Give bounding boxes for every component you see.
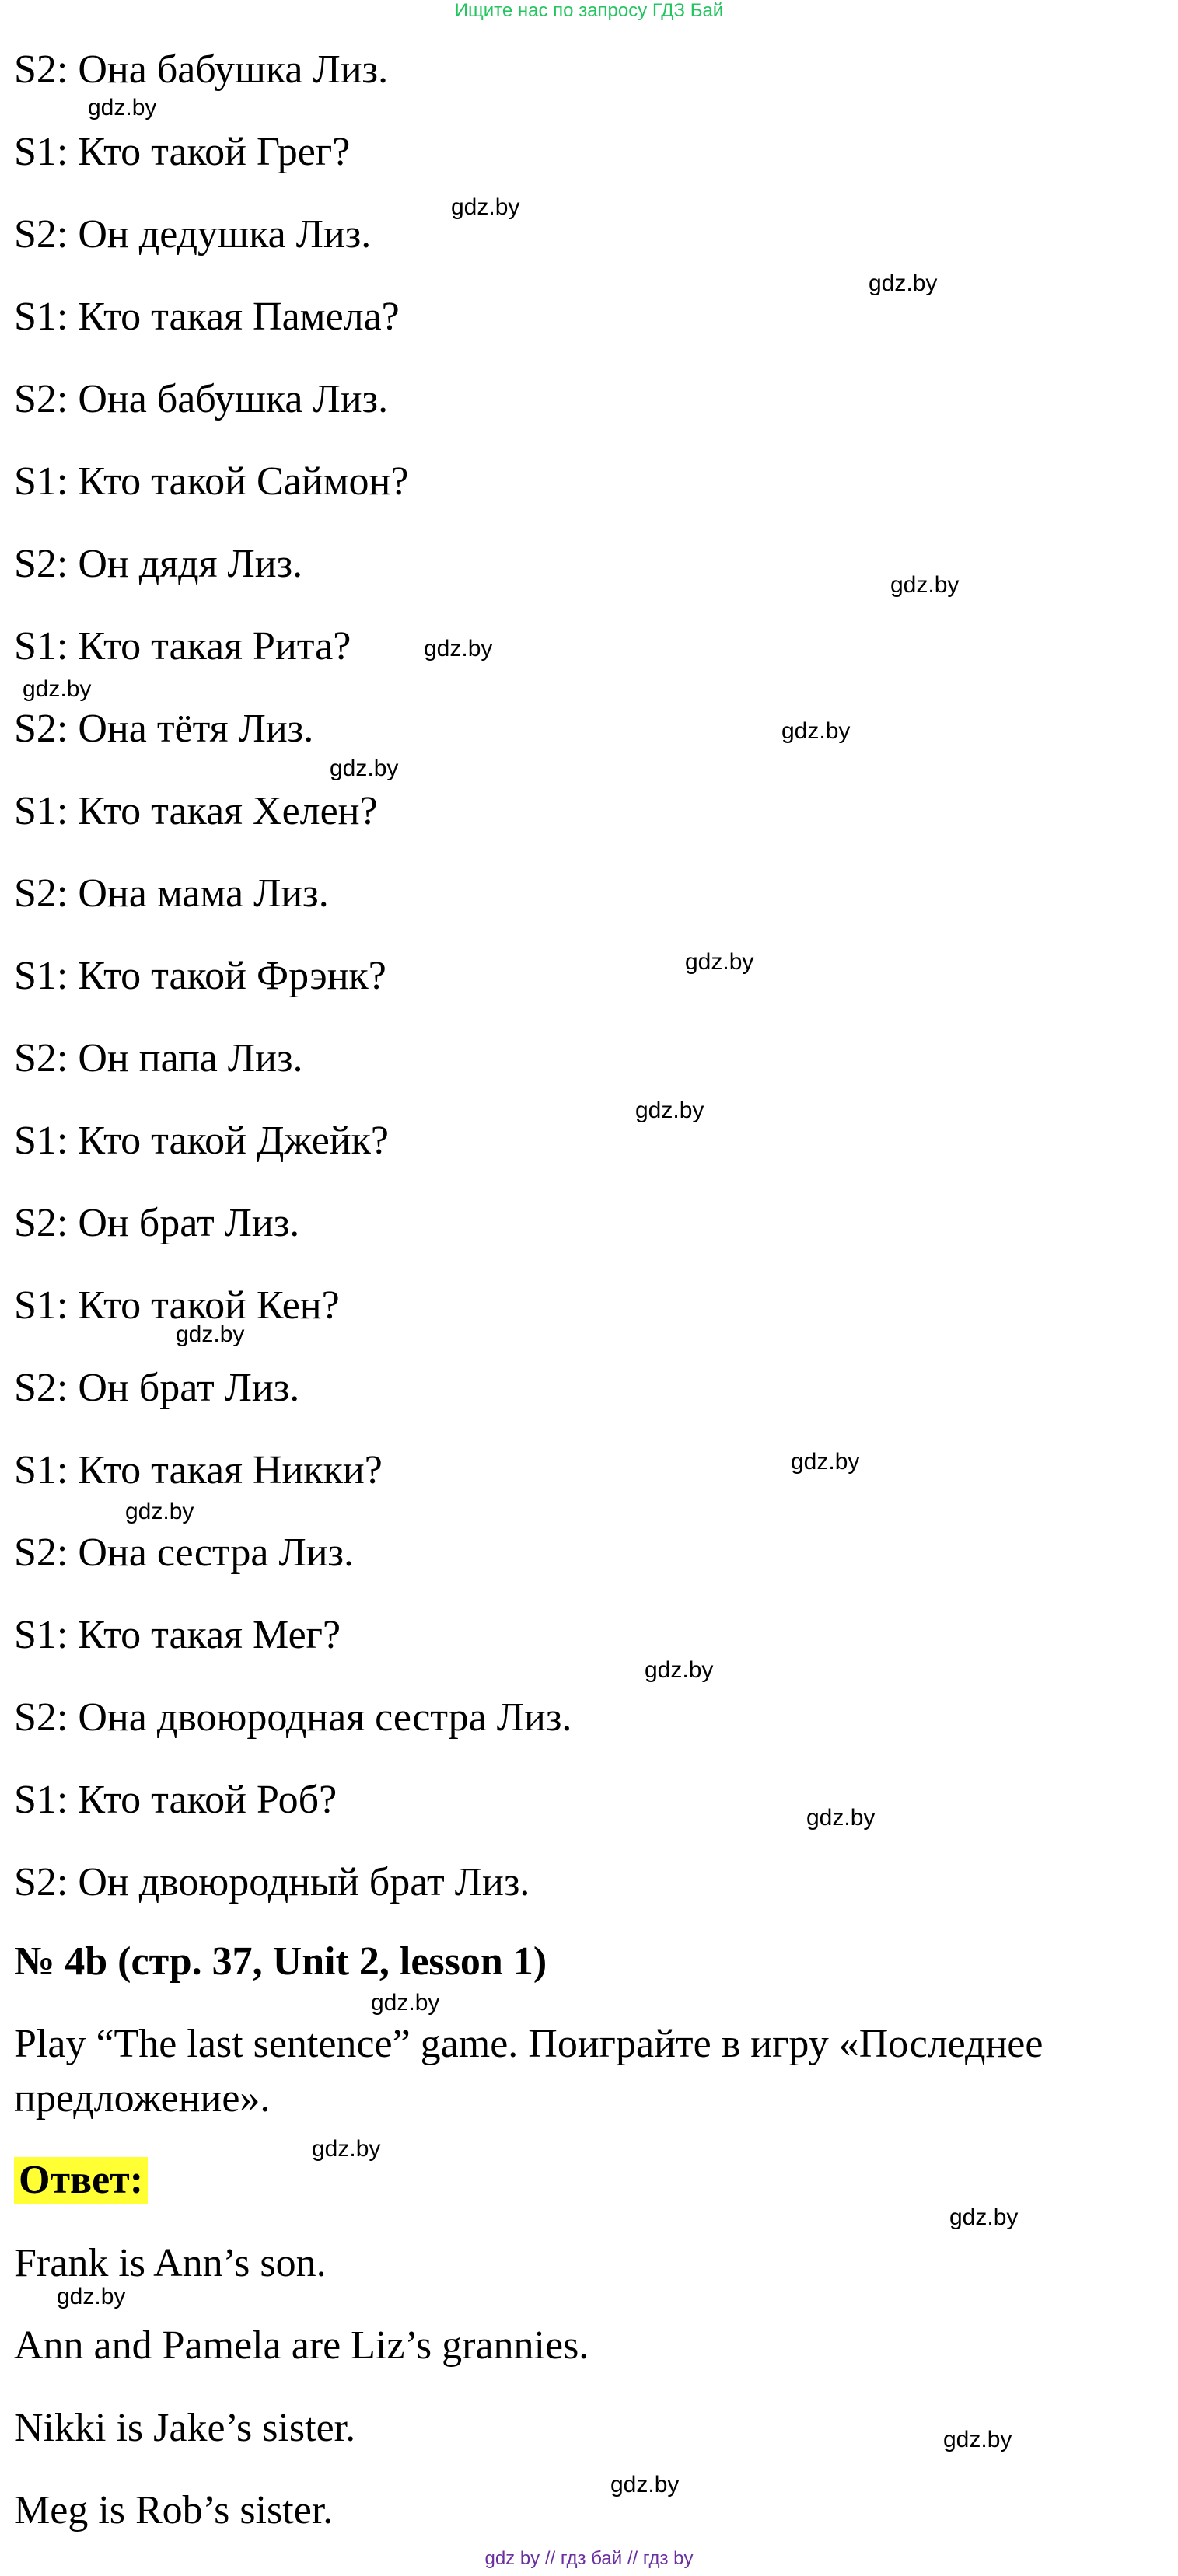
dialogue-line: S1: Кто такой Кен?	[14, 1283, 340, 1328]
dialogue-line: S2: Он брат Лиз.	[14, 1366, 300, 1410]
answer-line: Ann and Pamela are Liz’s grannies.	[14, 2323, 589, 2368]
dialogue-line: S1: Кто такая Рита?	[14, 624, 351, 668]
watermark: gdz.by	[943, 2427, 1012, 2452]
watermark: gdz.by	[23, 676, 92, 702]
dialogue-line: S2: Она сестра Лиз.	[14, 1531, 355, 1575]
dialogue-line: S2: Она мама Лиз.	[14, 871, 329, 916]
watermark: gdz.by	[451, 194, 520, 220]
watermark: gdz.by	[645, 1657, 714, 1683]
dialogue-line: S1: Кто такой Джейк?	[14, 1119, 389, 1163]
dialogue-line: S2: Она двоюродная сестра Лиз.	[14, 1695, 572, 1740]
watermark: gdz.by	[57, 2284, 126, 2309]
watermark: gdz.by	[685, 949, 754, 975]
dialogue-line: S2: Он папа Лиз.	[14, 1036, 303, 1080]
watermark: gdz.by	[125, 1499, 194, 1524]
task-text-line: предложение».	[14, 2076, 271, 2120]
answer-line: Meg is Rob’s sister.	[14, 2488, 334, 2532]
dialogue-line: S2: Она бабушка Лиз.	[14, 377, 389, 421]
watermark: gdz.by	[890, 572, 960, 598]
dialogue-line: S1: Кто такой Фрэнк?	[14, 954, 386, 998]
watermark: gdz.by	[330, 756, 399, 781]
dialogue-line: S1: Кто такая Хелен?	[14, 789, 378, 833]
dialogue-line: S2: Он брат Лиз.	[14, 1201, 300, 1245]
answer-label: Ответ:	[14, 2157, 148, 2204]
answer-line: Frank is Ann’s son.	[14, 2241, 327, 2285]
watermark: gdz.by	[610, 2472, 680, 2497]
watermark: gdz.by	[781, 718, 851, 744]
watermark: gdz.by	[806, 1805, 876, 1831]
dialogue-line: S2: Она бабушка Лиз.	[14, 47, 389, 92]
watermark: gdz.by	[791, 1449, 860, 1475]
watermark: gdz.by	[424, 636, 493, 661]
dialogue-line: S1: Кто такая Памела?	[14, 295, 400, 339]
dialogue-line: S2: Он дедушка Лиз.	[14, 212, 372, 257]
exercise-heading: № 4b (стр. 37, Unit 2, lesson 1)	[14, 1939, 547, 1984]
dialogue-line: S1: Кто такой Роб?	[14, 1778, 337, 1822]
watermark: gdz.by	[869, 271, 938, 296]
watermark: gdz.by	[312, 2136, 381, 2162]
watermark: gdz.by	[88, 95, 157, 120]
task-text-line: Play “The last sentence” game. Поиграйте в игру «Последнее	[14, 2022, 1043, 2066]
watermark: gdz.by	[371, 1990, 440, 2016]
watermark: gdz.by	[176, 1321, 245, 1347]
top-banner: Ищите нас по запросу ГДЗ Бай	[454, 0, 724, 21]
watermark: gdz.by	[949, 2204, 1019, 2230]
answer-line: Nikki is Jake’s sister.	[14, 2406, 356, 2450]
dialogue-line: S1: Кто такой Саймон?	[14, 459, 409, 504]
dialogue-line: S1: Кто такая Мег?	[14, 1613, 341, 1657]
dialogue-line: S1: Кто такой Грег?	[14, 130, 351, 174]
dialogue-line: S2: Он дядя Лиз.	[14, 542, 303, 586]
footer: gdz by // гдз бай // гдз by	[484, 2548, 694, 2569]
dialogue-line: S2: Она тётя Лиз.	[14, 707, 314, 751]
watermark: gdz.by	[635, 1098, 704, 1123]
dialogue-line: S2: Он двоюродный брат Лиз.	[14, 1860, 530, 1904]
dialogue-line: S1: Кто такая Никки?	[14, 1448, 383, 1492]
